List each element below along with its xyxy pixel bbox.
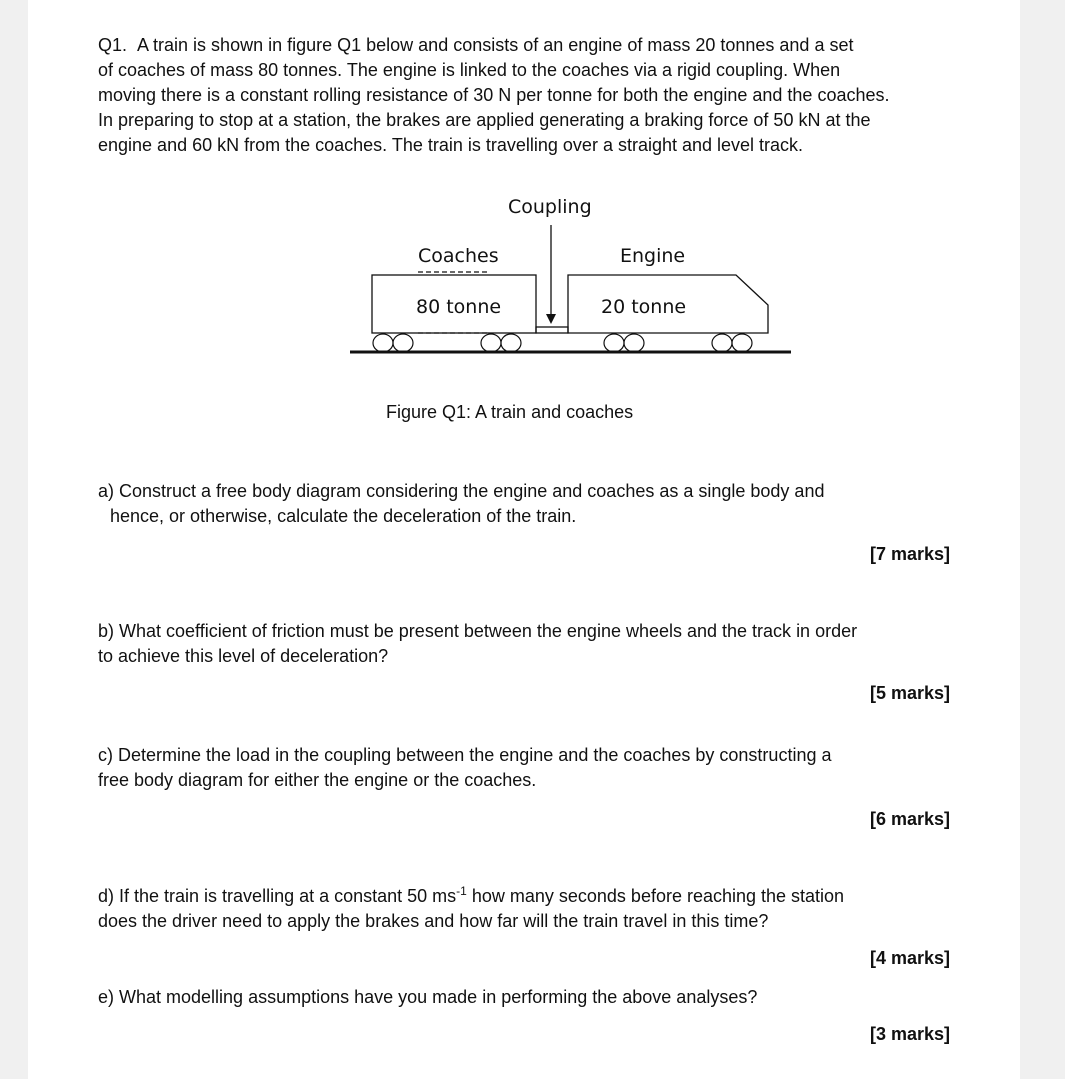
engine-mass-label: 20 tonne [601,296,687,318]
part-c-line-2: free body diagram for either the engine or the coaches. [98,770,537,790]
train-figure [338,185,798,365]
coaches-mass-label: 80 tonne [416,296,502,318]
question-number: Q1. [98,35,128,55]
part-b-marks: [5 marks] [869,683,950,703]
wheel [712,334,732,352]
wheel [624,334,644,352]
part-b-line-1: b) What coefficient of friction must be present between the engine wheels and the track in order [98,621,858,641]
exam-page [28,0,1020,1079]
part-a-line-2: hence, or otherwise, calculate the deceleration of the train. [110,506,577,526]
coupling-link [536,327,568,333]
question-intro-line-2: of coaches of mass 80 tonnes. The engine is linked to the coaches via a rigid coupling. When [98,60,841,80]
question-line-1 [98,33,853,58]
part-d-line-1 [98,884,844,909]
coaches-label: Coaches [418,245,499,267]
part-b-line-2: to achieve this level of deceleration? [98,646,389,666]
engine-label: Engine [620,245,686,267]
part-d-line-1-pre: d) If the train is travelling at a constant 50 ms [98,886,457,906]
question-intro-line-4: In preparing to stop at a station, the brakes are applied generating a braking force of 50 kN at the [98,110,871,130]
part-a-line-1: a) Construct a free body diagram considering the engine and coaches as a single body and [98,481,825,501]
wheels [373,334,752,352]
question-intro-line-1: A train is shown in figure Q1 below and consists of an engine of mass 20 tonnes and a set [137,35,854,55]
part-e-marks: [3 marks] [869,1024,950,1044]
coupling-label: Coupling [508,196,592,218]
question-intro-line-5: engine and 60 kN from the coaches. The train is travelling over a straight and level track. [98,135,804,155]
part-d-line-2: does the driver need to apply the brakes and how far will the train travel in this time? [98,911,769,931]
wheel [501,334,521,352]
coupling-arrow-head [546,314,556,324]
part-d-marks: [4 marks] [869,948,950,968]
wheel [732,334,752,352]
wheel [481,334,501,352]
part-d-exponent: -1 [456,884,467,898]
question-intro-line-3: moving there is a constant rolling resistance of 30 N per tonne for both the engine and the coaches. [98,85,890,105]
part-a-marks: [7 marks] [869,544,950,564]
part-e-line-1: e) What modelling assumptions have you made in performing the above analyses? [98,987,758,1007]
part-c-marks: [6 marks] [869,809,950,829]
figure-caption: Figure Q1: A train and coaches [386,402,634,422]
wheel [393,334,413,352]
part-d-line-1-post: how many seconds before reaching the station [466,886,845,906]
wheel [373,334,393,352]
wheel [604,334,624,352]
part-c-line-1: c) Determine the load in the coupling between the engine and the coaches by constructing a [98,745,832,765]
